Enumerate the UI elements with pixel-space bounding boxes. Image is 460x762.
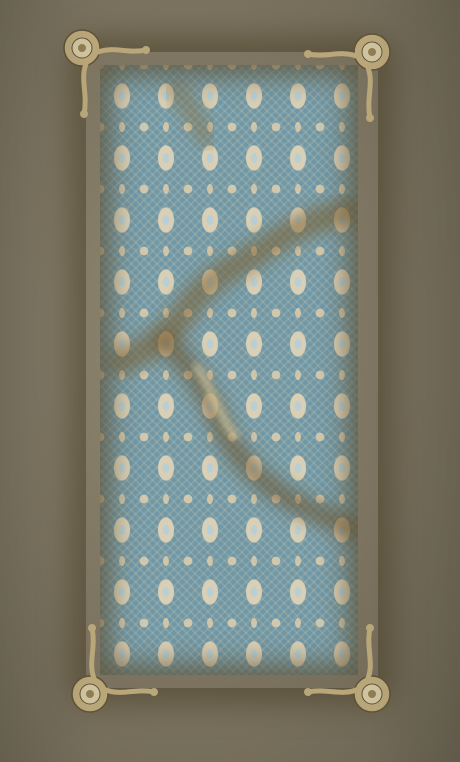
rosette-icon [300,28,396,124]
rosette-icon [66,622,162,718]
damask-panel [100,65,358,675]
rosette-icon [58,24,154,120]
rosette-icon [300,622,396,718]
panel-vignette [100,65,358,675]
